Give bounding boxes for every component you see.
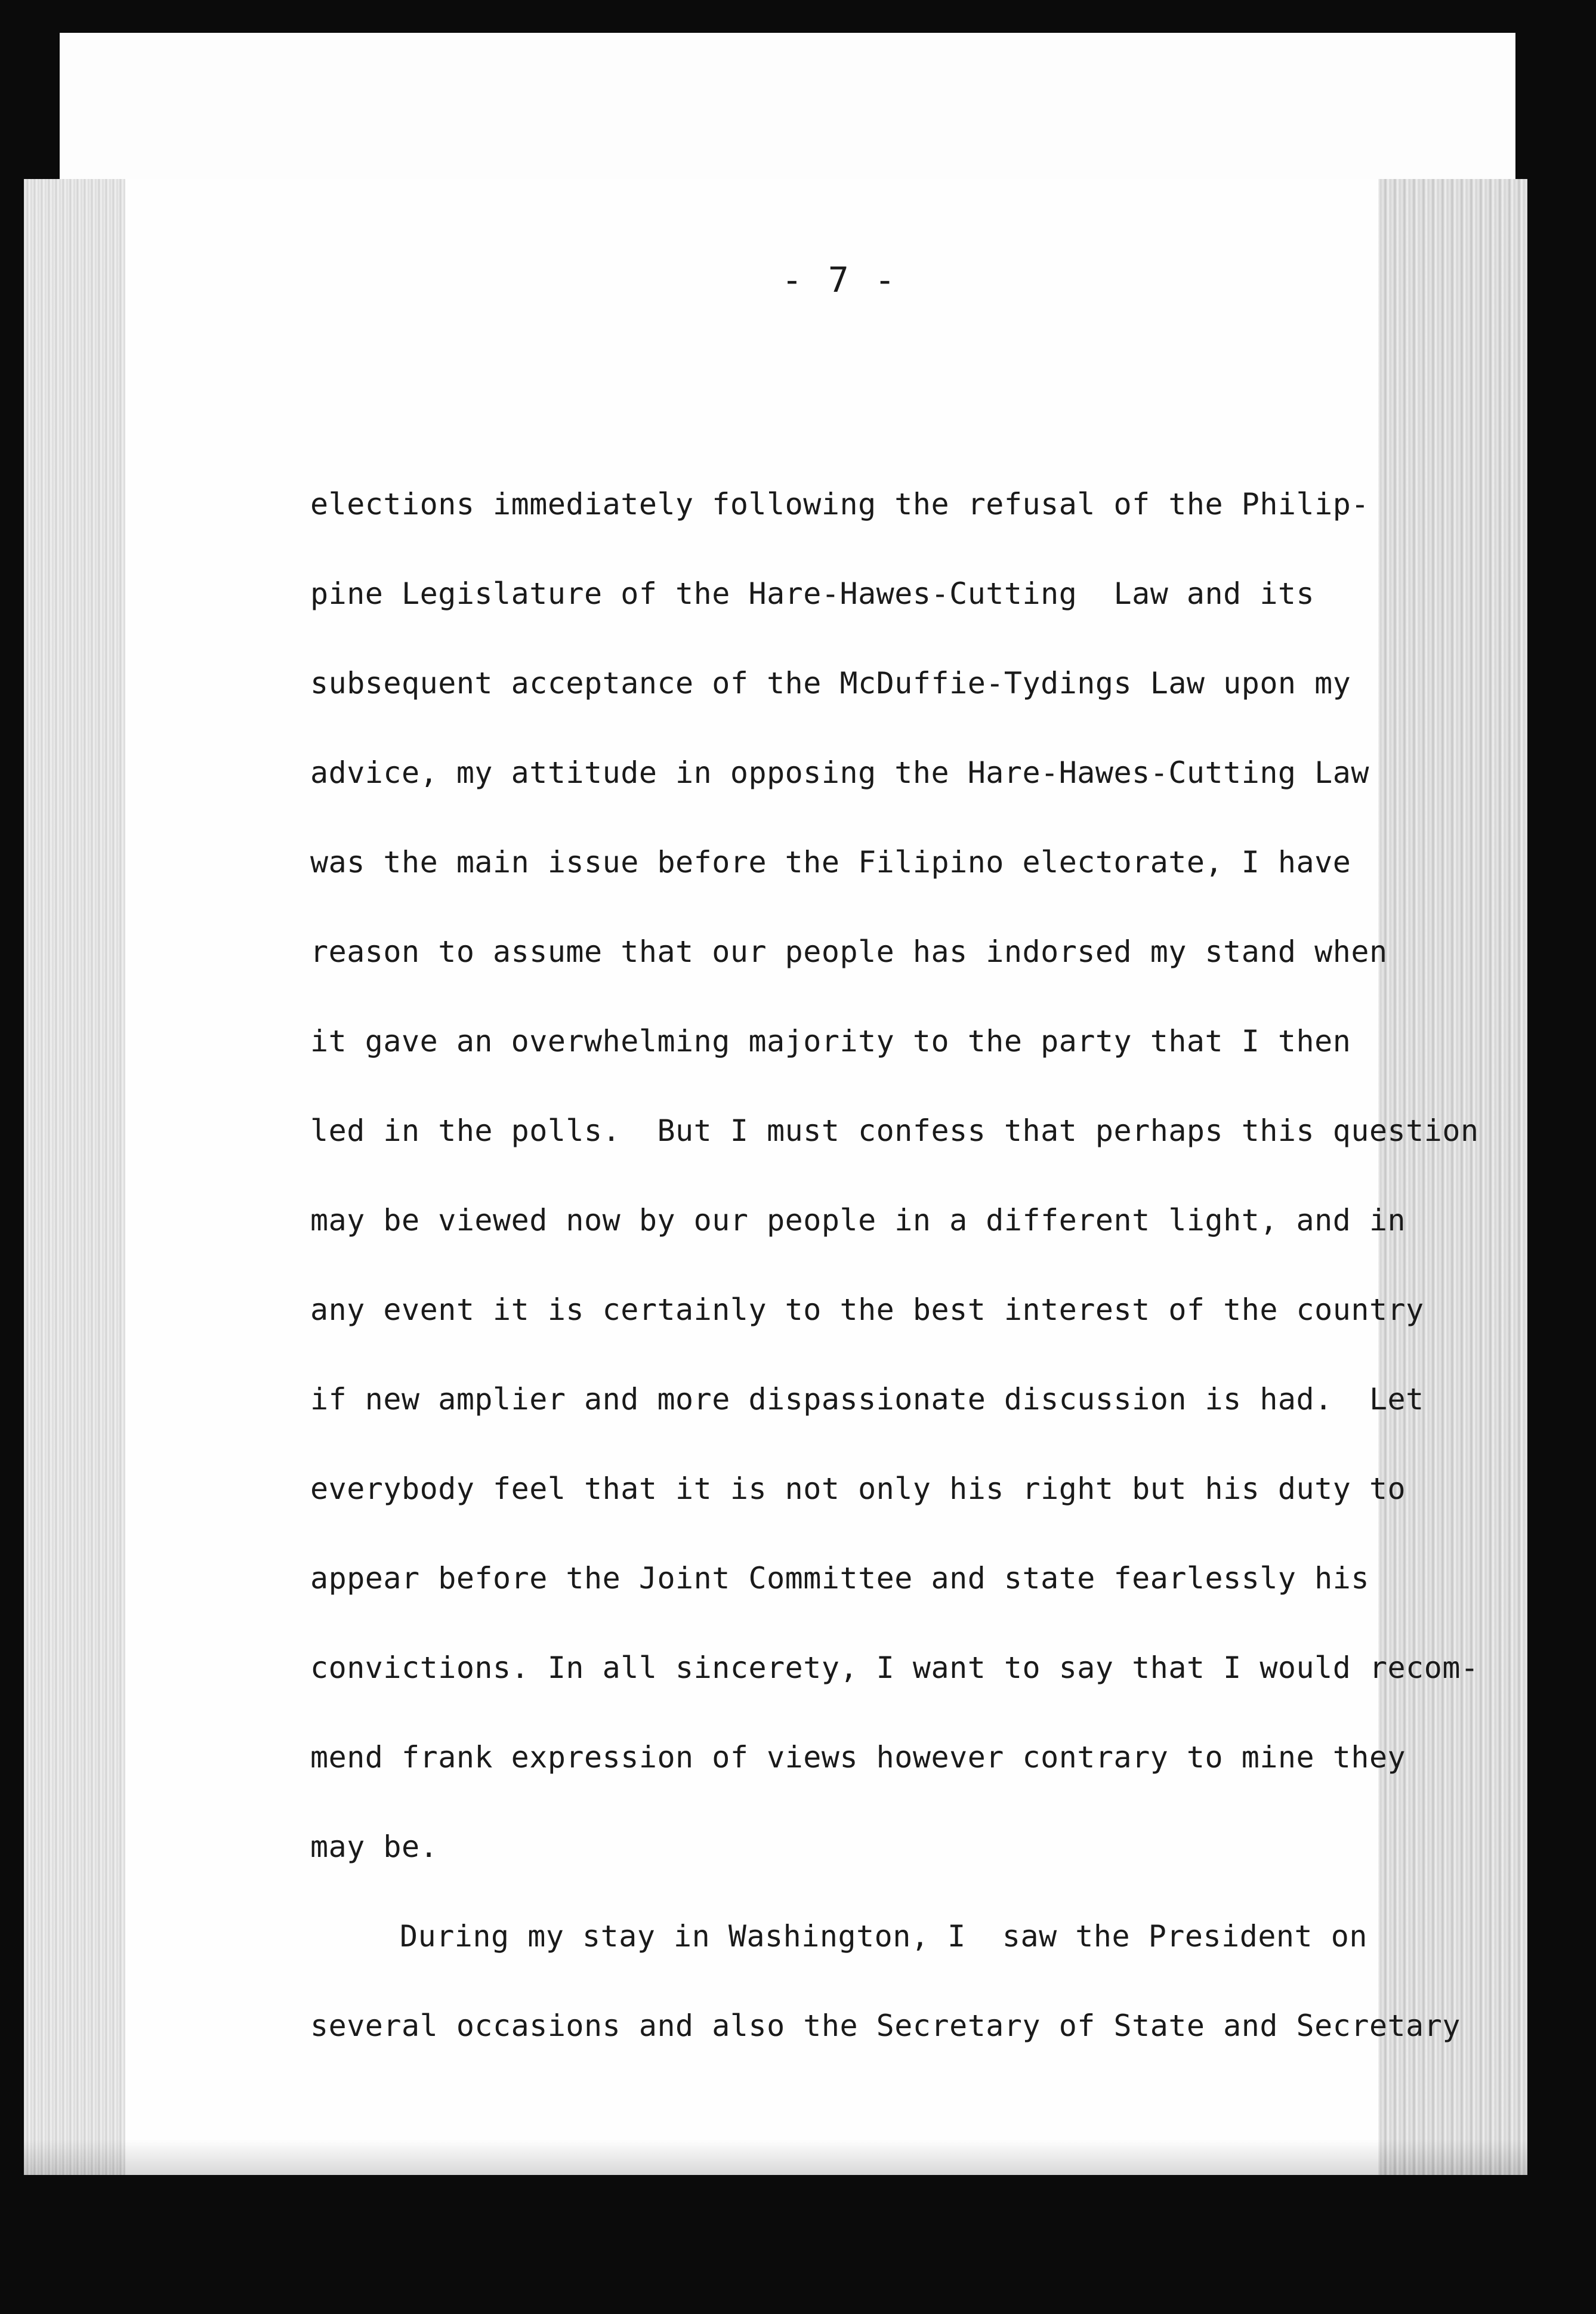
text-line: everybody feel that it is not only his right but his duty to — [310, 1471, 1406, 1506]
page-edge-left — [24, 179, 125, 2175]
page-number: - 7 - — [782, 260, 898, 300]
text-line: may be. — [310, 1829, 439, 1864]
text-line: was the main issue before the Filipino electorate, I have — [310, 845, 1351, 880]
text-line: convictions. In all sincerety, I want to say that I would recom- — [310, 1650, 1479, 1685]
text-line: elections immediately following the refusal of the Philip- — [310, 487, 1369, 522]
text-line: mend frank expression of views however contrary to mine they — [310, 1740, 1406, 1775]
text-line: if new amplier and more dispassionate discussion is had. Let — [310, 1382, 1424, 1417]
text-line: pine Legislature of the Hare-Hawes-Cutting Law and its — [310, 576, 1315, 611]
text-line: reason to assume that our people has indorsed my stand when — [310, 934, 1388, 969]
text-line: led in the polls. But I must confess that perhaps this question — [310, 1113, 1479, 1148]
paragraph-2-line: During my stay in Washington, I saw the President on — [400, 1919, 1367, 1954]
text-line: advice, my attitude in opposing the Hare-Hawes-Cutting Law — [310, 755, 1369, 790]
text-line: it gave an overwhelming majority to the party that I then — [310, 1024, 1351, 1059]
text-line: may be viewed now by our people in a different light, and in — [310, 1203, 1406, 1238]
page-shadow-bottom — [24, 2139, 1527, 2175]
text-line: appear before the Joint Committee and state fearlessly his — [310, 1561, 1369, 1596]
body-text — [310, 459, 1498, 2071]
text-line: subsequent acceptance of the McDuffie-Tydings Law upon my — [310, 666, 1351, 701]
paragraph-2-line: several occasions and also the Secretary of State and Secretary — [310, 2008, 1461, 2043]
text-line: any event it is certainly to the best interest of the country — [310, 1292, 1424, 1327]
